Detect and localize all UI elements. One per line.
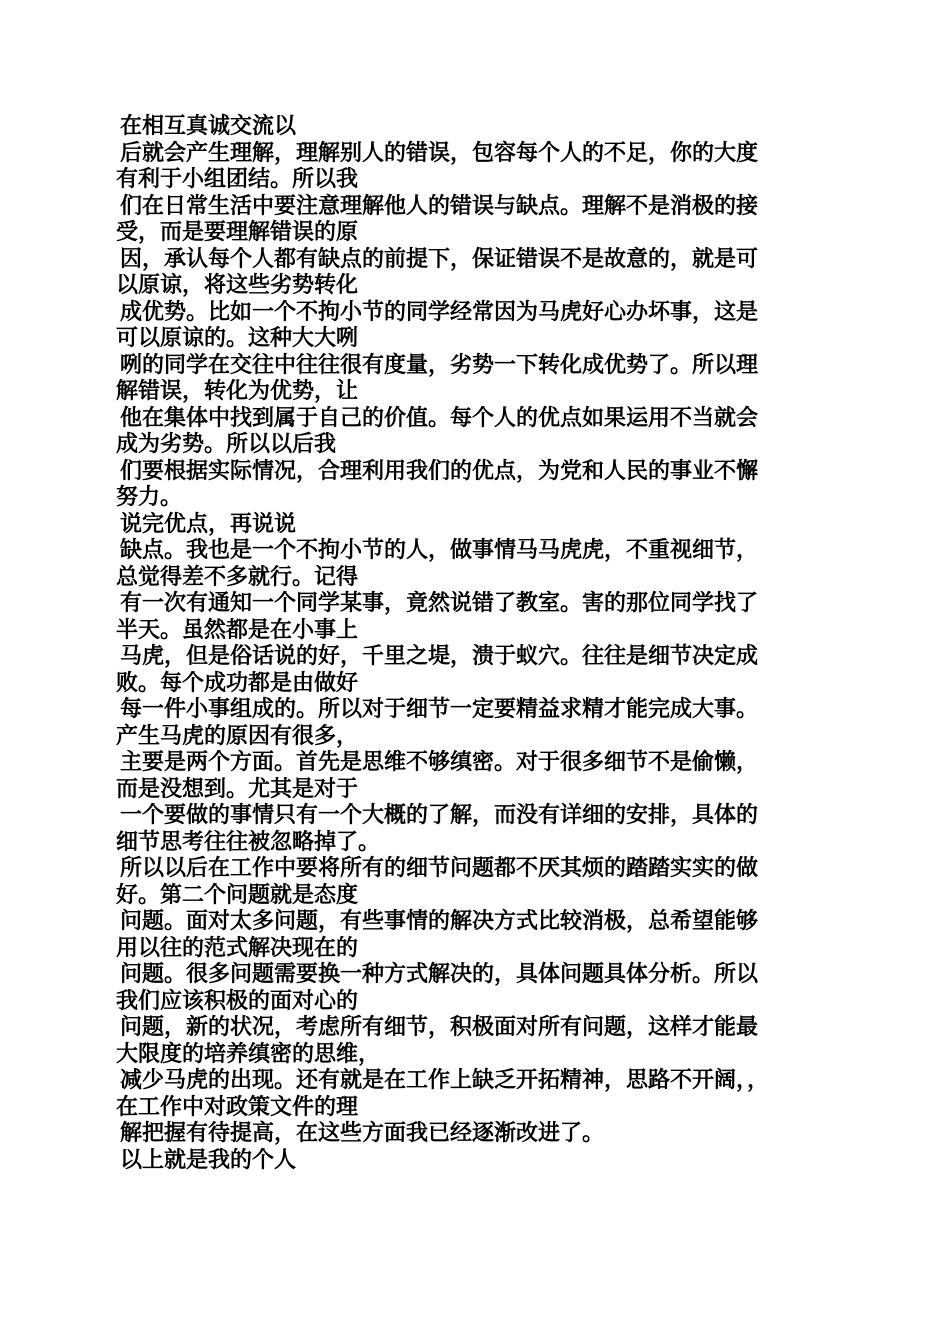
text-line: 马虎，但是俗话说的好，千里之堤，溃于蚁穴。往往是细节决定成 xyxy=(120,644,759,669)
text-line: 在工作中对政策文件的理 xyxy=(116,1094,359,1120)
text-line: 主要是两个方面。首先是思维不够缜密。对于很多细节不是偷懒， xyxy=(120,750,759,775)
text-line: 他在集体中找到属于自己的价值。每个人的优点如果运用不当就会 xyxy=(120,405,759,431)
text-line: 们要根据实际情况，合理利用我们的优点，为党和人民的事业不懈 xyxy=(120,458,759,484)
text-line: 受，而是要理解错误的原 xyxy=(116,220,359,245)
text-line: 一个要做的事情只有一个大概的了解，而没有详细的安排，具体的 xyxy=(120,803,759,828)
text-line: 因，承认每个人都有缺点的前提下，保证错误不是故意的，就是可 xyxy=(120,246,759,272)
text-line: 用以往的范式解决现在的 xyxy=(116,935,359,961)
text-line: 总觉得差不多就行。记得 xyxy=(116,564,359,590)
text-line: 产生马虎的原因有很多， xyxy=(116,723,359,749)
text-line: 有一次有通知一个同学某事，竟然说错了教室。害的那位同学找了 xyxy=(120,591,759,616)
text-line: 问题。很多问题需要换一种方式解决的，具体问题具体分析。所以 xyxy=(120,962,759,987)
text-line: 半天。虽然都是在小事上 xyxy=(116,617,359,643)
text-line: 而是没想到。尤其是对于 xyxy=(116,776,359,802)
text-line: 可以原谅的。这种大大咧 xyxy=(116,326,359,351)
text-line: 以上就是我的个人 xyxy=(120,1147,297,1173)
text-line: 解把握有待提高，在这些方面我已经逐渐改进了。 xyxy=(120,1121,605,1146)
text-line: 们在日常生活中要注意理解他人的错误与缺点。理解不是消极的接 xyxy=(120,193,759,219)
text-line: 有利于小组团结。所以我 xyxy=(116,167,359,192)
text-line: 大限度的培养缜密的思维， xyxy=(116,1041,381,1067)
text-line: 以原谅，将这些劣势转化 xyxy=(116,273,359,298)
text-line: 减少马虎的出现。还有就是在工作上缺乏开拓精神，思路不开阔，， xyxy=(120,1068,770,1093)
text-line: 努力。 xyxy=(116,485,183,510)
text-line: 问题。面对太多问题，有些事情的解决方式比较消极，总希望能够 xyxy=(120,909,759,934)
text-line: 后就会产生理解，理解别人的错误，包容每个人的不足，你的大度 xyxy=(120,140,759,166)
text-line: 问题，新的状况，考虑所有细节，积极面对所有问题，这样才能最 xyxy=(120,1015,759,1040)
text-line: 成为劣势。所以以后我 xyxy=(116,432,337,457)
text-line: 每一件小事组成的。所以对于细节一定要精益求精才能完成大事。 xyxy=(120,697,759,722)
text-line: 成优势。比如一个不拘小节的同学经常因为马虎好心办坏事，这是 xyxy=(120,299,759,325)
text-line: 所以以后在工作中要将所有的细节问题都不厌其烦的踏踏实实的做 xyxy=(120,856,759,881)
document-body xyxy=(116,114,821,1174)
text-line: 我们应该积极的面对心的 xyxy=(116,988,359,1014)
text-line: 缺点。我也是一个不拘小节的人，做事情马马虎虎，不重视细节， xyxy=(120,538,759,563)
text-line: 细节思考往往被忽略掉了。 xyxy=(116,829,381,855)
text-line: 在相互真诚交流以 xyxy=(120,114,297,139)
text-line: 好。第二个问题就是态度 xyxy=(116,882,359,908)
text-line: 咧的同学在交往中往往很有度量，劣势一下转化成优势了。所以理 xyxy=(120,352,759,378)
text-line: 解错误，转化为优势，让 xyxy=(116,379,359,404)
text-line: 败。每个成功都是由做好 xyxy=(116,670,359,696)
text-line: 说完优点，再说说 xyxy=(120,511,297,537)
